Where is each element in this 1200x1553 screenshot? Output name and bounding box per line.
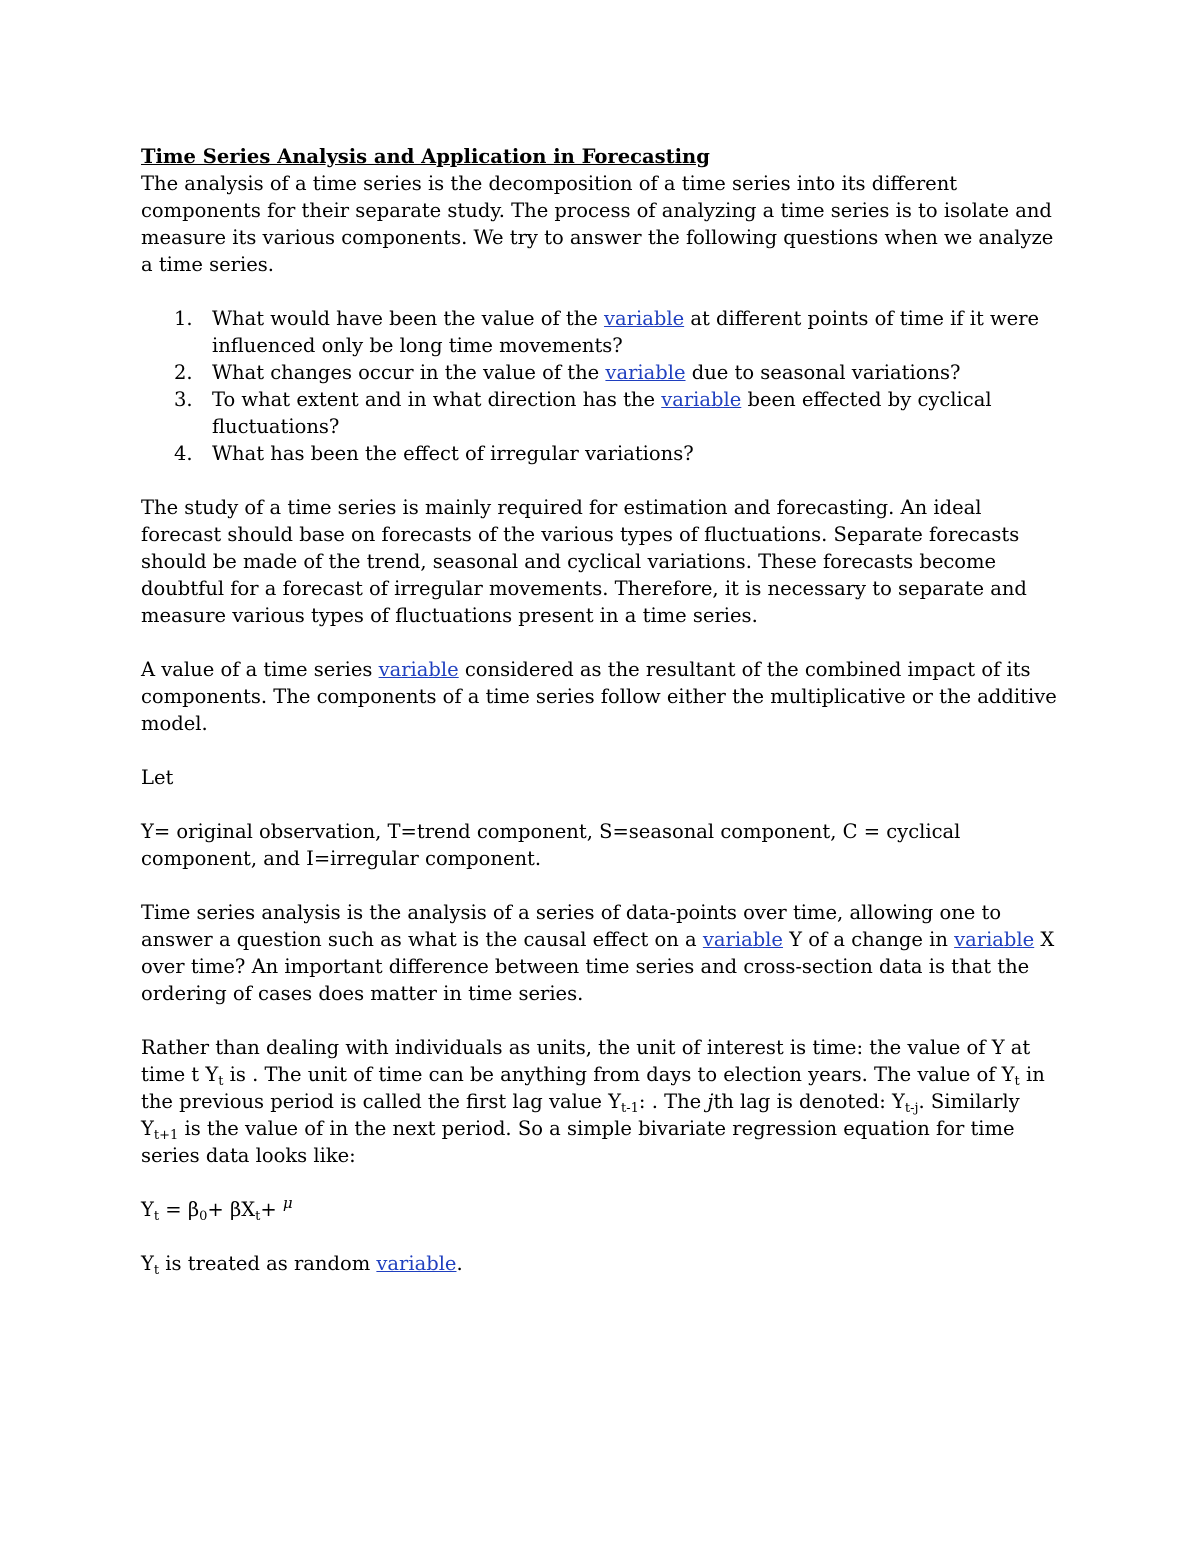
list-number: 2.: [174, 361, 193, 384]
model-paragraph: A value of a time series variable considered as the resultant of the combined impact of its components. The components of a time series follow either the multiplicative or the additive model.: [141, 658, 1057, 735]
variable-link[interactable]: variable: [604, 307, 685, 330]
document-page: [141, 143, 1061, 1277]
questions-list: [141, 305, 1061, 467]
closing-paragraph: $Y_t$ is treated as random variable.: [141, 1252, 463, 1278]
list-item: 4. What has been the effect of irregular variations?: [174, 442, 694, 465]
let-paragraph: Let: [141, 766, 174, 789]
intro-paragraph: The analysis of a time series is the decomposition of a time series into its different components for their separate study. The process of analyzing a time series is to isolate and measure its various components. We try to answer the following questions when we analyze a time series.: [141, 172, 1054, 276]
document-title: Time Series Analysis and Application in Forecasting: [141, 145, 710, 168]
variable-link[interactable]: variable: [702, 928, 783, 951]
list-number: 1.: [174, 307, 193, 330]
variable-link[interactable]: variable: [378, 658, 459, 681]
list-item: 2. What changes occur in the value of the variable due to seasonal variations?: [174, 361, 961, 384]
variable-link[interactable]: variable: [605, 361, 686, 384]
variable-link[interactable]: variable: [661, 388, 742, 411]
units-paragraph: Rather than dealing with individuals as units, the unit of interest is time: the value of Y at time t $Y_t$ is . The unit of time can be anything from days to election years. The value of $Y_t$ in the previous period is called the first lag value $Y_{t-1}$: . The jth lag is denoted: $Y_{t-j}$. Similarly $Y_{t+1}$ is the value of in the next period. So a simple bivariate regression equation for time series data looks like:: [141, 1036, 1045, 1167]
regression-equation: $Y_t = \beta_0+ \beta X_t+ ^\mu$: [141, 1194, 293, 1224]
analysis-paragraph: Time series analysis is the analysis of a series of data-points over time, allowing one to answer a question such as what is the causal effect on a variable Y of a change in variable X over time? An important difference between time series and cross-section data is that the ordering of cases does matter in time series.: [141, 901, 1055, 1005]
list-number: 3.: [174, 388, 193, 411]
list-number: 4.: [174, 442, 193, 465]
variable-link[interactable]: variable: [954, 928, 1035, 951]
variable-link[interactable]: variable: [376, 1252, 457, 1275]
mu-symbol: μ: [282, 1194, 293, 1212]
definitions-paragraph: Y= original observation, T=trend component, S=seasonal component, C = cyclical component, and I=irregular component.: [141, 820, 961, 870]
forecast-paragraph: The study of a time series is mainly required for estimation and forecasting. An ideal forecast should base on forecasts of the various types of fluctuations. Separate forecasts should be made of the trend, seasonal and cyclical variations. These forecasts become doubtful for a forecast of irregular movements. Therefore, it is necessary to separate and measure various types of fluctuations present in a time series.: [141, 496, 1027, 627]
list-item: 1. What would have been the value of the variable at different points of time if it were influenced only be long time movements?: [174, 307, 1040, 357]
list-item: 3. To what extent and in what direction has the variable been effected by cyclical fluctuations?: [174, 388, 992, 438]
